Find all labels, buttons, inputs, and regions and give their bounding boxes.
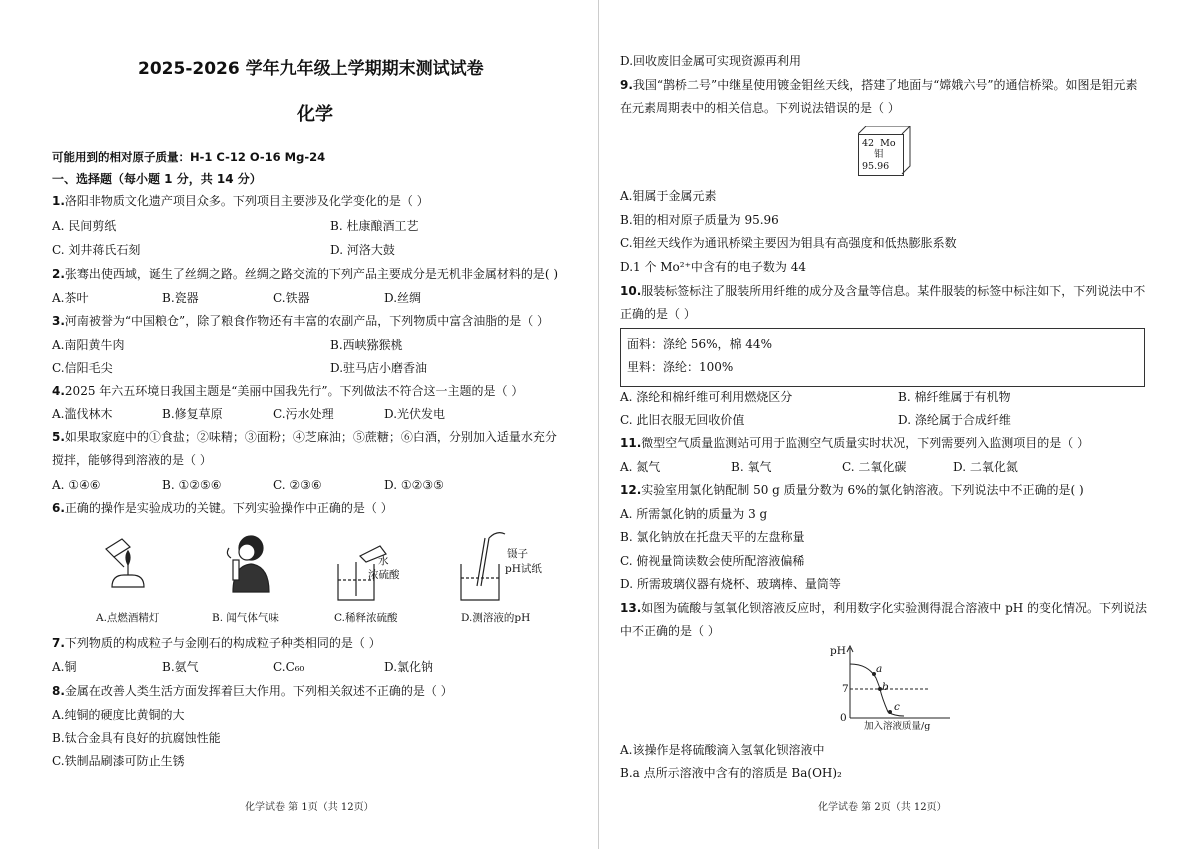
option-b: B. 氯化钠放在托盘天平的左盘称量 — [620, 530, 805, 544]
option-b: B.修复草原 — [162, 407, 223, 421]
exam-page-1 — [0, 0, 598, 849]
option-d: D. 二氧化氮 — [953, 460, 1018, 474]
option-c: C.铁器 — [273, 291, 310, 305]
question-stem: 微型空气质量监测站可用于监测空气质量实时状况，下列需要列入监测项目的是（ ） — [641, 436, 1090, 450]
question-9 — [620, 76, 1137, 94]
figure-caption-b: B. 闻气体气味 — [212, 612, 279, 624]
question-number: 7. — [52, 636, 65, 650]
option-a: A. 所需氯化钠的质量为 3 g — [620, 507, 768, 521]
option-a: A.纯铜的硬度比黄铜的大 — [52, 708, 185, 722]
point-c-label: c — [894, 701, 900, 713]
option-d: D. 所需玻璃仪器有烧杯、玻璃棒、量筒等 — [620, 577, 841, 591]
water-label: 水 — [378, 555, 389, 567]
question-stem: 河南被誉为“中国粮仓”，除了粮食作物还有丰富的农副产品，下列物质中富含油脂的是（ ） — [64, 314, 550, 328]
question-stem-cont: 搅拌，能够得到溶液的是（ ） — [52, 453, 212, 467]
option-a: A.该操作是将硫酸滴入氢氧化钡溶液中 — [620, 743, 825, 757]
smell-gas-figure — [215, 530, 275, 595]
graph-x-label: 加入溶液质量/g — [864, 721, 931, 732]
question-stem: 如果取家庭中的①食盐；②味精；③面粉；④芝麻油；⑤蔗糖；⑥白酒，分别加入适量水充分 — [64, 430, 557, 444]
option-a: A. 民间剪纸 — [52, 219, 117, 233]
option-c: C.钼丝天线作为通讯桥梁主要因为钼具有高强度和低热膨胀系数 — [620, 236, 957, 250]
question-number: 3. — [52, 314, 65, 328]
lining-line: 里料：涤纶：100% — [627, 360, 734, 374]
question-number: 4. — [52, 384, 65, 398]
option-b: B.a 点所示溶液中含有的溶质是 Ba(OH)₂ — [620, 766, 842, 780]
question-11 — [620, 434, 1089, 452]
question-4 — [52, 382, 523, 400]
option-b: B.瓷器 — [162, 291, 199, 305]
clothing-label-box — [620, 328, 1145, 387]
option-d: D.1 个 Mo²⁺中含有的电子数为 44 — [620, 260, 807, 274]
page-footer: 化学试卷 第 1页（共 12页） — [245, 802, 374, 813]
option-d: D.氯化钠 — [384, 660, 434, 674]
graph-y-label: pH — [830, 645, 846, 657]
question-stem: 洛阳非物质文化遗产项目众多。下列项目主要涉及化学变化的是（ ） — [64, 194, 429, 208]
graph-tick-7: 7 — [842, 683, 849, 695]
option-a: A.茶叶 — [52, 291, 89, 305]
figure-caption-c: C.稀释浓硫酸 — [334, 612, 398, 624]
option-c: C.污水处理 — [273, 407, 334, 421]
tweezer-label: 镊子 — [507, 548, 528, 560]
question-stem: 正确的操作是实验成功的关键。下列实验操作中正确的是（ ） — [64, 501, 393, 515]
point-a-label: a — [876, 663, 883, 675]
option-a: A. 氮气 — [620, 460, 661, 474]
option-a: A.铜 — [52, 660, 77, 674]
question-stem-cont: 正确的是（ ） — [620, 307, 696, 321]
option-b: B. 棉纤维属于有机物 — [898, 390, 1011, 404]
option-d: D.回收废旧金属可实现资源再利用 — [620, 54, 802, 68]
option-c: C. 二氧化碳 — [842, 460, 907, 474]
question-stem: 实验室用氯化钠配制 50 g 质量分数为 6%的氯化钠溶液。下列说法中不正确的是( ) — [641, 483, 1084, 497]
option-a: A.钼属于金属元素 — [620, 189, 717, 203]
question-10 — [620, 282, 1145, 300]
question-stem-cont: 中不正确的是（ ） — [620, 624, 720, 638]
option-b: B. 氧气 — [731, 460, 772, 474]
option-c: C. 此旧衣服无回收价值 — [620, 413, 745, 427]
element-number: 42 — [862, 138, 875, 149]
option-d: D. 涤纶属于合成纤维 — [898, 413, 1011, 427]
question-7 — [52, 634, 381, 652]
option-c: C.C₆₀ — [273, 660, 305, 674]
option-a: A. 涤纶和棉纤维可利用燃烧区分 — [620, 390, 793, 404]
page-divider — [598, 0, 599, 849]
conc-acid-label: 浓硫酸 — [368, 569, 400, 581]
question-number: 9. — [620, 78, 633, 92]
question-1 — [52, 192, 429, 210]
question-number: 11. — [620, 436, 642, 450]
question-3 — [52, 312, 549, 330]
element-symbol: Mo — [880, 138, 896, 149]
question-6 — [52, 499, 393, 517]
option-d: D. ①②③⑤ — [384, 478, 444, 492]
option-c: C.铁制品刷漆可防止生锈 — [52, 754, 185, 768]
exam-page-2 — [600, 0, 1200, 849]
question-number: 1. — [52, 194, 65, 208]
question-number: 13. — [620, 601, 642, 615]
question-8 — [52, 682, 453, 700]
page-footer: 化学试卷 第 2页（共 12页） — [818, 802, 947, 813]
option-a: A. ①④⑥ — [52, 478, 101, 492]
fabric-line: 面料：涤纶 56%，棉 44% — [627, 337, 772, 351]
option-b: B.氨气 — [162, 660, 199, 674]
section-heading: 一、选择题（每小题 1 分，共 14 分） — [52, 172, 262, 186]
option-c: C. 俯视量筒读数会使所配溶液偏稀 — [620, 554, 805, 568]
question-number: 10. — [620, 284, 642, 298]
option-c: C.信阳毛尖 — [52, 361, 113, 375]
element-tile-depth — [858, 126, 912, 176]
ph-paper-label: pH试纸 — [505, 563, 542, 575]
option-b: B.钛合金具有良好的抗腐蚀性能 — [52, 731, 221, 745]
element-mass: 95.96 — [862, 161, 890, 172]
question-number: 8. — [52, 684, 65, 698]
question-number: 5. — [52, 430, 65, 444]
exam-title: 2025-2026 学年九年级上学期期末测试试卷 — [138, 59, 484, 79]
question-stem: 如图为硫酸与氢氧化钡溶液反应时，利用数字化实验测得混合溶液中 pH 的变化情况。下列说法 — [641, 601, 1148, 615]
option-b: B.西峡猕猴桃 — [330, 338, 403, 352]
question-stem: 我国“鹊桥二号”中继星使用镀金钼丝天线，搭建了地面与“嫦娥六号”的通信桥梁。如图是钼元素 — [632, 78, 1138, 92]
question-12 — [620, 481, 1084, 499]
question-number: 6. — [52, 501, 65, 515]
option-c: C. ②③⑥ — [273, 478, 322, 492]
option-d: D. 河洛大鼓 — [330, 243, 395, 257]
subject-title: 化学 — [297, 104, 333, 125]
option-b: B. 杜康酿酒工艺 — [330, 219, 419, 233]
question-5 — [52, 428, 557, 446]
question-stem-cont: 在元素周期表中的相关信息。下列说法错误的是（ ） — [620, 101, 900, 115]
option-b: B.钼的相对原子质量为 95.96 — [620, 213, 779, 227]
question-stem: 下列物质的构成粒子与金刚石的构成粒子种类相同的是（ ） — [64, 636, 381, 650]
alcohol-lamp-figure — [100, 535, 160, 605]
atomic-mass-line: 可能用到的相对原子质量：H-1 C-12 O-16 Mg-24 — [52, 150, 326, 164]
option-d: D.驻马店小磨香油 — [330, 361, 428, 375]
question-13 — [620, 599, 1147, 617]
question-stem: 2025 年六五环境日我国主题是“美丽中国我先行”。下列做法不符合这一主题的是（ ） — [64, 384, 524, 398]
question-stem: 金属在改善人类生活方面发挥着巨大作用。下列相关叙述不正确的是（ ） — [64, 684, 453, 698]
point-b-label: b — [882, 681, 889, 693]
option-d: D.丝绸 — [384, 291, 422, 305]
graph-origin: 0 — [840, 712, 847, 724]
option-d: D.光伏发电 — [384, 407, 446, 421]
question-number: 2. — [52, 267, 65, 281]
question-stem: 服装标签标注了服装所用纤维的成分及含量等信息。某件服装的标签中标注如下，下列说法中不 — [641, 284, 1146, 298]
figure-caption-a: A.点燃酒精灯 — [96, 612, 160, 624]
option-b: B. ①②⑤⑥ — [162, 478, 222, 492]
option-a: A.南阳黄牛肉 — [52, 338, 125, 352]
question-2 — [52, 265, 558, 283]
question-stem: 张骞出使西域，诞生了丝绸之路。丝绸之路交流的下列产品主要成分是无机非金属材料的是( ) — [64, 267, 559, 281]
option-a: A.滥伐林木 — [52, 407, 113, 421]
question-number: 12. — [620, 483, 642, 497]
option-c: C. 刘井蒋氏石刻 — [52, 243, 141, 257]
figure-caption-d: D.测溶液的pH — [461, 612, 531, 624]
element-name: 钼 — [874, 149, 884, 160]
